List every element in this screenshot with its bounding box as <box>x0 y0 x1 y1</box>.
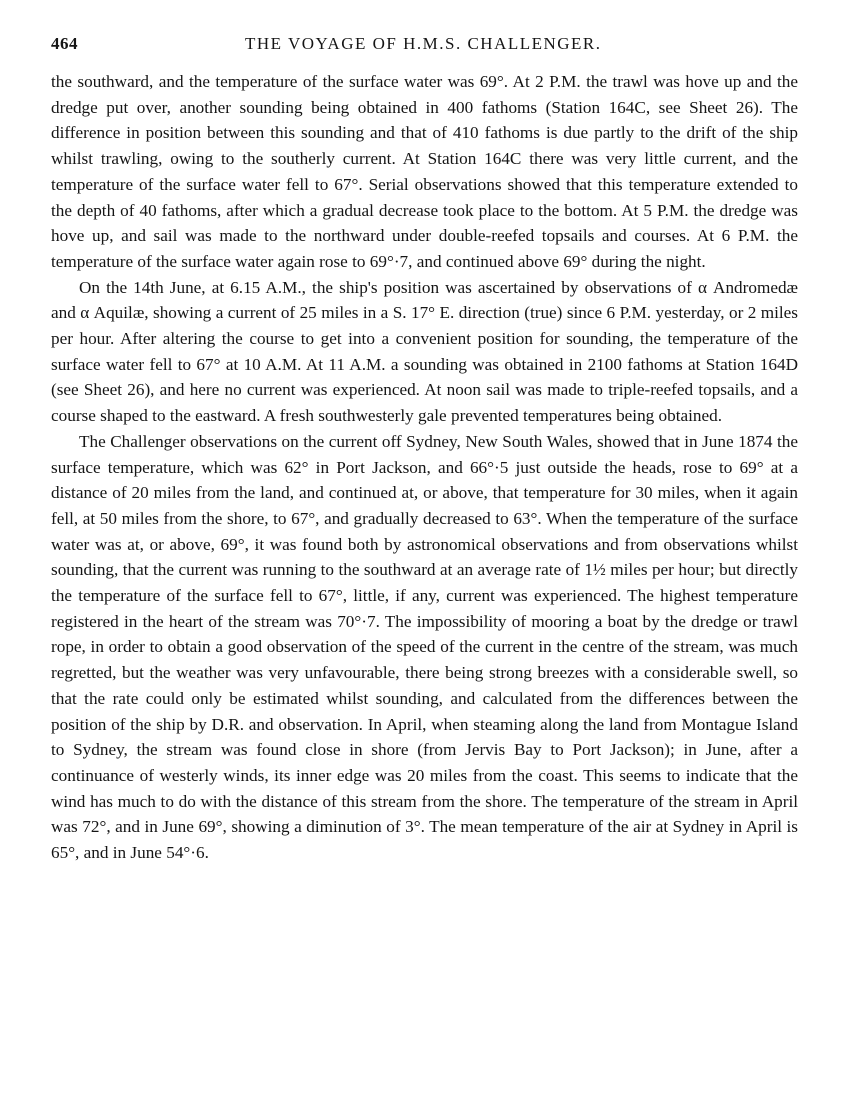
paragraph-june-14: On the 14th June, at 6.15 A.M., the ship's position was ascertained by observations of α Andromedæ and α Aquilæ, showing a current of 25 miles in a S. 17° E. direction (true) since 6 P.M. yesterday, or 2 miles per hour. After altering the course to get into a convenient position for sounding, the temperature of the surface water fell to 67° at 10 A.M. At 11 A.M. a sounding was obtained in 2100 fathoms at Station 164D (see Sheet 26), and here no current was experienced. At noon sail was made to triple-reefed topsails, and a course shaped to the eastward. A fresh southwesterly gale prevented temperatures being obtained. <box>51 277 798 426</box>
body-text <box>51 69 798 866</box>
page-number: 464 <box>51 34 78 53</box>
running-title: THE VOYAGE OF H.M.S. CHALLENGER. <box>245 34 602 53</box>
paragraph-continuation: the southward, and the temperature of the surface water was 69°. At 2 P.M. the trawl was hove up and the dredge put over, another sounding being obtained in 400 fathoms (Station 164C, see Sheet 26). The difference in position between this sounding and that of 410 fathoms is due partly to the drift of the ship whilst trawling, owing to the southerly current. At Station 164C there was very little current, and the temperature of the surface water fell to 67°. Serial observations showed that this temperature extended to the depth of 40 fathoms, after which a gradual decrease took place to the bottom. At 5 P.M. the dredge was hove up, and sail was made to the northward under double-reefed topsails and courses. At 6 P.M. the temperature of the surface water again rose to 69°·7, and continued above 69° during the night. <box>51 72 798 271</box>
paragraph-sydney-current: The Challenger observations on the current off Sydney, New South Wales, showed that in June 1874 the surface temperature, which was 62° in Port Jackson, and 66°·5 just outside the heads, rose to 69° at a distance of 20 miles from the land, and continued at, or above, that temperature for 30 miles, when it again fell, at 50 miles from the shore, to 67°, and gradually decreased to 63°. When the temperature of the surface water was at, or above, 69°, it was found both by astronomical observations and from observations whilst sounding, that the current was running to the southward at an average rate of 1½ miles per hour; but directly the temperature of the surface fell to 67°, little, if any, current was experienced. The highest temperature registered in the heart of the stream was 70°·7. The impossibility of mooring a boat by the dredge or trawl rope, in order to obtain a good observation of the speed of the current in the centre of the stream, was much regretted, but the weather was very unfavourable, there being strong breezes with a considerable swell, so that the rate could only be estimated whilst sounding, and calculated from the differences between the position of the ship by D.R. and observation. In April, when steaming along the land from Montague Island to Sydney, the stream was found close in shore (from Jervis Bay to Port Jackson); in June, after a continuance of westerly winds, its inner edge was 20 miles from the coast. This seems to indicate that the wind has much to do with the distance of this stream from the shore. The temperature of the stream in April was 72°, and in June 69°, showing a diminution of 3°. The mean temperature of the air at Sydney in April is 65°, and in June 54°·6. <box>51 431 798 863</box>
page-header <box>51 24 798 56</box>
page <box>51 24 798 866</box>
